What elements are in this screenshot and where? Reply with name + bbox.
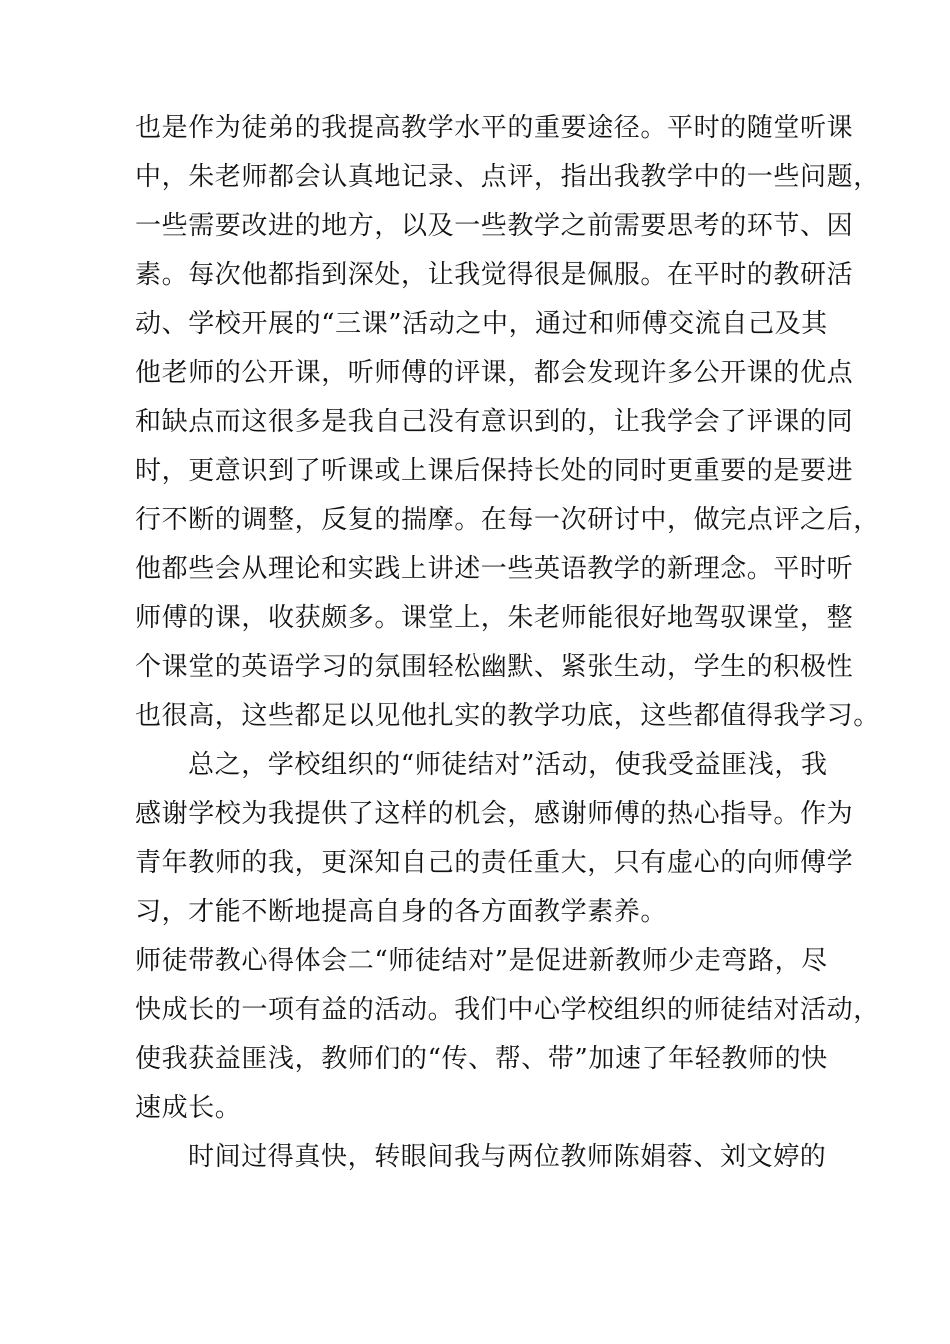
- body-text-line: 个课堂的英语学习的氛围轻松幽默、紧张生动，学生的积极性: [135, 652, 854, 682]
- body-text-line: 一些需要改进的地方，以及一些教学之前需要思考的环节、因: [135, 211, 854, 241]
- body-text-line: 也是作为徒弟的我提高教学水平的重要途径。平时的随堂听课: [135, 113, 854, 143]
- paragraph-first-line: 总之，学校组织的“师徒结对”活动，使我受益匪浅，我: [188, 750, 828, 780]
- section-heading-line: 师徒带教心得体会二“师徒结对”是促进新教师少走弯路，尽: [135, 946, 828, 976]
- body-text-line: 他都些会从理论和实践上讲述一些英语教学的新理念。平时听: [135, 554, 854, 584]
- body-text-line: 时，更意识到了听课或上课后保持长处的同时更重要的是要进: [135, 456, 854, 486]
- body-text-line: 行不断的调整，反复的揣摩。在每一次研讨中，做完点评之后，: [135, 505, 880, 535]
- body-text-line: 感谢学校为我提供了这样的机会，感谢师傅的热心指导。作为: [135, 799, 854, 829]
- body-text-line: 使我获益匪浅，教师们的“传、帮、带”加速了年轻教师的快: [135, 1044, 828, 1074]
- body-text-line: 师傅的课，收获颇多。课堂上，朱老师能很好地驾驭课堂，整: [135, 603, 854, 633]
- body-text-line: 动、学校开展的“三课”活动之中，通过和师傅交流自己及其: [135, 309, 828, 339]
- body-text-line: 和缺点而这很多是我自己没有意识到的，让我学会了评课的同: [135, 407, 854, 437]
- body-text-line: 素。每次他都指到深处，让我觉得很是佩服。在平时的教研活: [135, 260, 854, 290]
- body-text-line: 中，朱老师都会认真地记录、点评，指出我教学中的一些问题，: [135, 162, 880, 192]
- body-text-line: 青年教师的我，更深知自己的责任重大，只有虚心的向师傅学: [135, 848, 854, 878]
- body-text-line: 他老师的公开课，听师傅的评课，都会发现许多公开课的优点: [135, 358, 854, 388]
- body-text-line: 速成长。: [135, 1093, 242, 1123]
- body-text-line: 习，才能不断地提高自身的各方面教学素养。: [135, 897, 668, 927]
- body-text-line: 也很高，这些都足以见他扎实的教学功底，这些都值得我学习。: [135, 701, 880, 731]
- paragraph-first-line: 时间过得真快，转眼间我与两位教师陈娟蓉、刘文婷的: [188, 1142, 827, 1172]
- body-text-line: 快成长的一项有益的活动。我们中心学校组织的师徒结对活动，: [135, 995, 880, 1025]
